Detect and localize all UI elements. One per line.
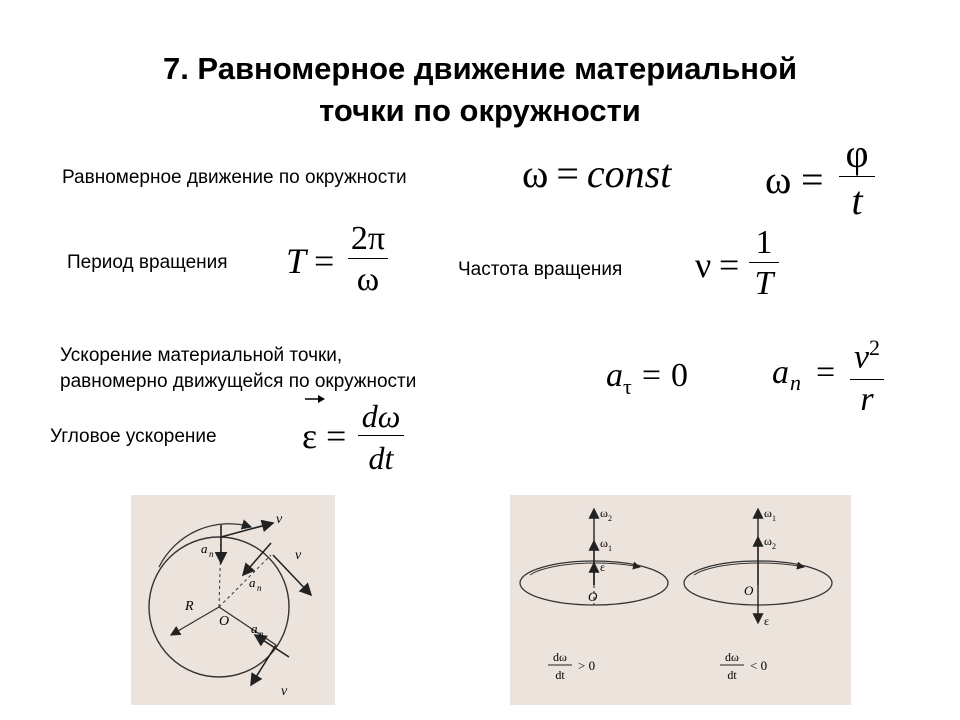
zero-value: 0 <box>671 357 689 394</box>
numerator: 1 <box>755 224 773 261</box>
label-v-top: v <box>276 512 283 527</box>
period-label: Период вращения <box>67 252 228 273</box>
equals-sign: = <box>719 245 740 285</box>
angular-acceleration-label: Угловое ускорение <box>50 426 217 447</box>
discs-diagram <box>510 495 851 705</box>
denominator: dt <box>368 440 394 476</box>
v-symbol: v <box>853 338 870 376</box>
velocity-right <box>273 555 311 595</box>
svg-text:2: 2 <box>608 514 612 523</box>
numerator <box>850 326 884 379</box>
denominator: T <box>754 265 774 302</box>
cond-right-den: dt <box>727 668 737 682</box>
denominator: ω <box>356 261 380 298</box>
label-right-omega-upper: ω <box>764 506 772 520</box>
label-right-epsilon: ε <box>764 614 770 628</box>
a-symbol: a <box>606 357 623 394</box>
numerator: 2π <box>350 220 386 257</box>
cond-right-num: dω <box>725 650 739 664</box>
vector-arrow-icon <box>304 393 326 405</box>
formula-normal-acceleration <box>772 326 892 426</box>
uniform-motion-label: Равномерное движение по окружности <box>62 167 407 188</box>
velocity-top <box>221 523 273 537</box>
velocity-bottom <box>251 645 276 685</box>
slide-title <box>0 48 960 132</box>
title-line-2: точки по окружности <box>319 93 641 128</box>
label-left-omega-upper: ω <box>600 506 608 520</box>
nu-symbol: ν <box>695 245 712 285</box>
label-an-bottom: a <box>251 621 258 636</box>
fraction <box>358 397 404 480</box>
svg-text:n: n <box>257 583 262 593</box>
period-symbol: T <box>286 241 307 281</box>
const-text: const <box>586 151 672 196</box>
denominator: t <box>851 178 863 223</box>
equals-sign: = <box>326 416 347 456</box>
circle-diagram <box>131 495 335 705</box>
cond-right-relation: < 0 <box>750 658 768 673</box>
label-right-center: O <box>744 583 754 598</box>
equals-sign: = <box>314 241 335 281</box>
fraction <box>850 326 884 420</box>
equals-sign: = <box>801 157 824 202</box>
figure-angular-velocity-vectors <box>510 495 851 705</box>
svg-text:1: 1 <box>608 544 612 553</box>
radius-vector <box>171 607 219 635</box>
label-radius: R <box>185 599 194 614</box>
cond-left-num: dω <box>553 650 567 664</box>
epsilon-symbol: ε <box>302 416 318 456</box>
fraction <box>749 224 779 305</box>
formula-tangential-acceleration <box>606 357 688 400</box>
fraction <box>839 132 875 225</box>
formula-period <box>286 220 396 310</box>
formula-angular-acceleration <box>302 393 412 488</box>
equals-sign: = <box>641 357 662 394</box>
denominator: r <box>860 381 874 419</box>
numerator: dω <box>361 398 401 434</box>
fraction <box>348 220 388 301</box>
equals-sign: = <box>556 151 579 196</box>
frequency-label: Частота вращения <box>458 259 623 280</box>
label-an-mid: a <box>249 575 256 590</box>
svg-text:2: 2 <box>772 542 776 551</box>
a-symbol: a <box>772 354 789 391</box>
label-an-top: a <box>201 541 208 556</box>
numerator: φ <box>845 131 869 176</box>
svg-text:1: 1 <box>772 514 776 523</box>
svg-text:n: n <box>209 549 214 559</box>
acceleration-label-line-1: Ускорение материальной точки, <box>60 345 343 366</box>
label-v-right: v <box>295 548 302 563</box>
formula-omega-const <box>522 150 671 197</box>
label-v-bottom: v <box>281 684 288 699</box>
n-subscript: n <box>790 370 801 395</box>
label-left-epsilon: ε <box>600 560 606 574</box>
label-left-center: O <box>588 589 598 604</box>
acceleration-label-line-2: равномерно движущейся по окружности <box>60 371 417 392</box>
tau-subscript: τ <box>623 373 632 399</box>
svg-text:n: n <box>259 629 264 639</box>
cond-left-den: dt <box>555 668 565 682</box>
formula-frequency <box>695 224 785 314</box>
label-left-omega-lower: ω <box>600 536 608 550</box>
omega-symbol: ω <box>522 151 549 196</box>
figure-circular-motion-vectors <box>131 495 335 705</box>
omega-symbol: ω <box>765 157 792 202</box>
square-superscript: 2 <box>869 335 881 360</box>
label-center: O <box>219 614 230 629</box>
label-right-omega-lower: ω <box>764 534 772 548</box>
cond-left-relation: > 0 <box>578 658 596 673</box>
equals-sign: = <box>816 354 836 391</box>
formula-omega-phi-over-t <box>765 132 885 232</box>
title-line-1: 7. Равномерное движение материальной <box>162 51 798 86</box>
